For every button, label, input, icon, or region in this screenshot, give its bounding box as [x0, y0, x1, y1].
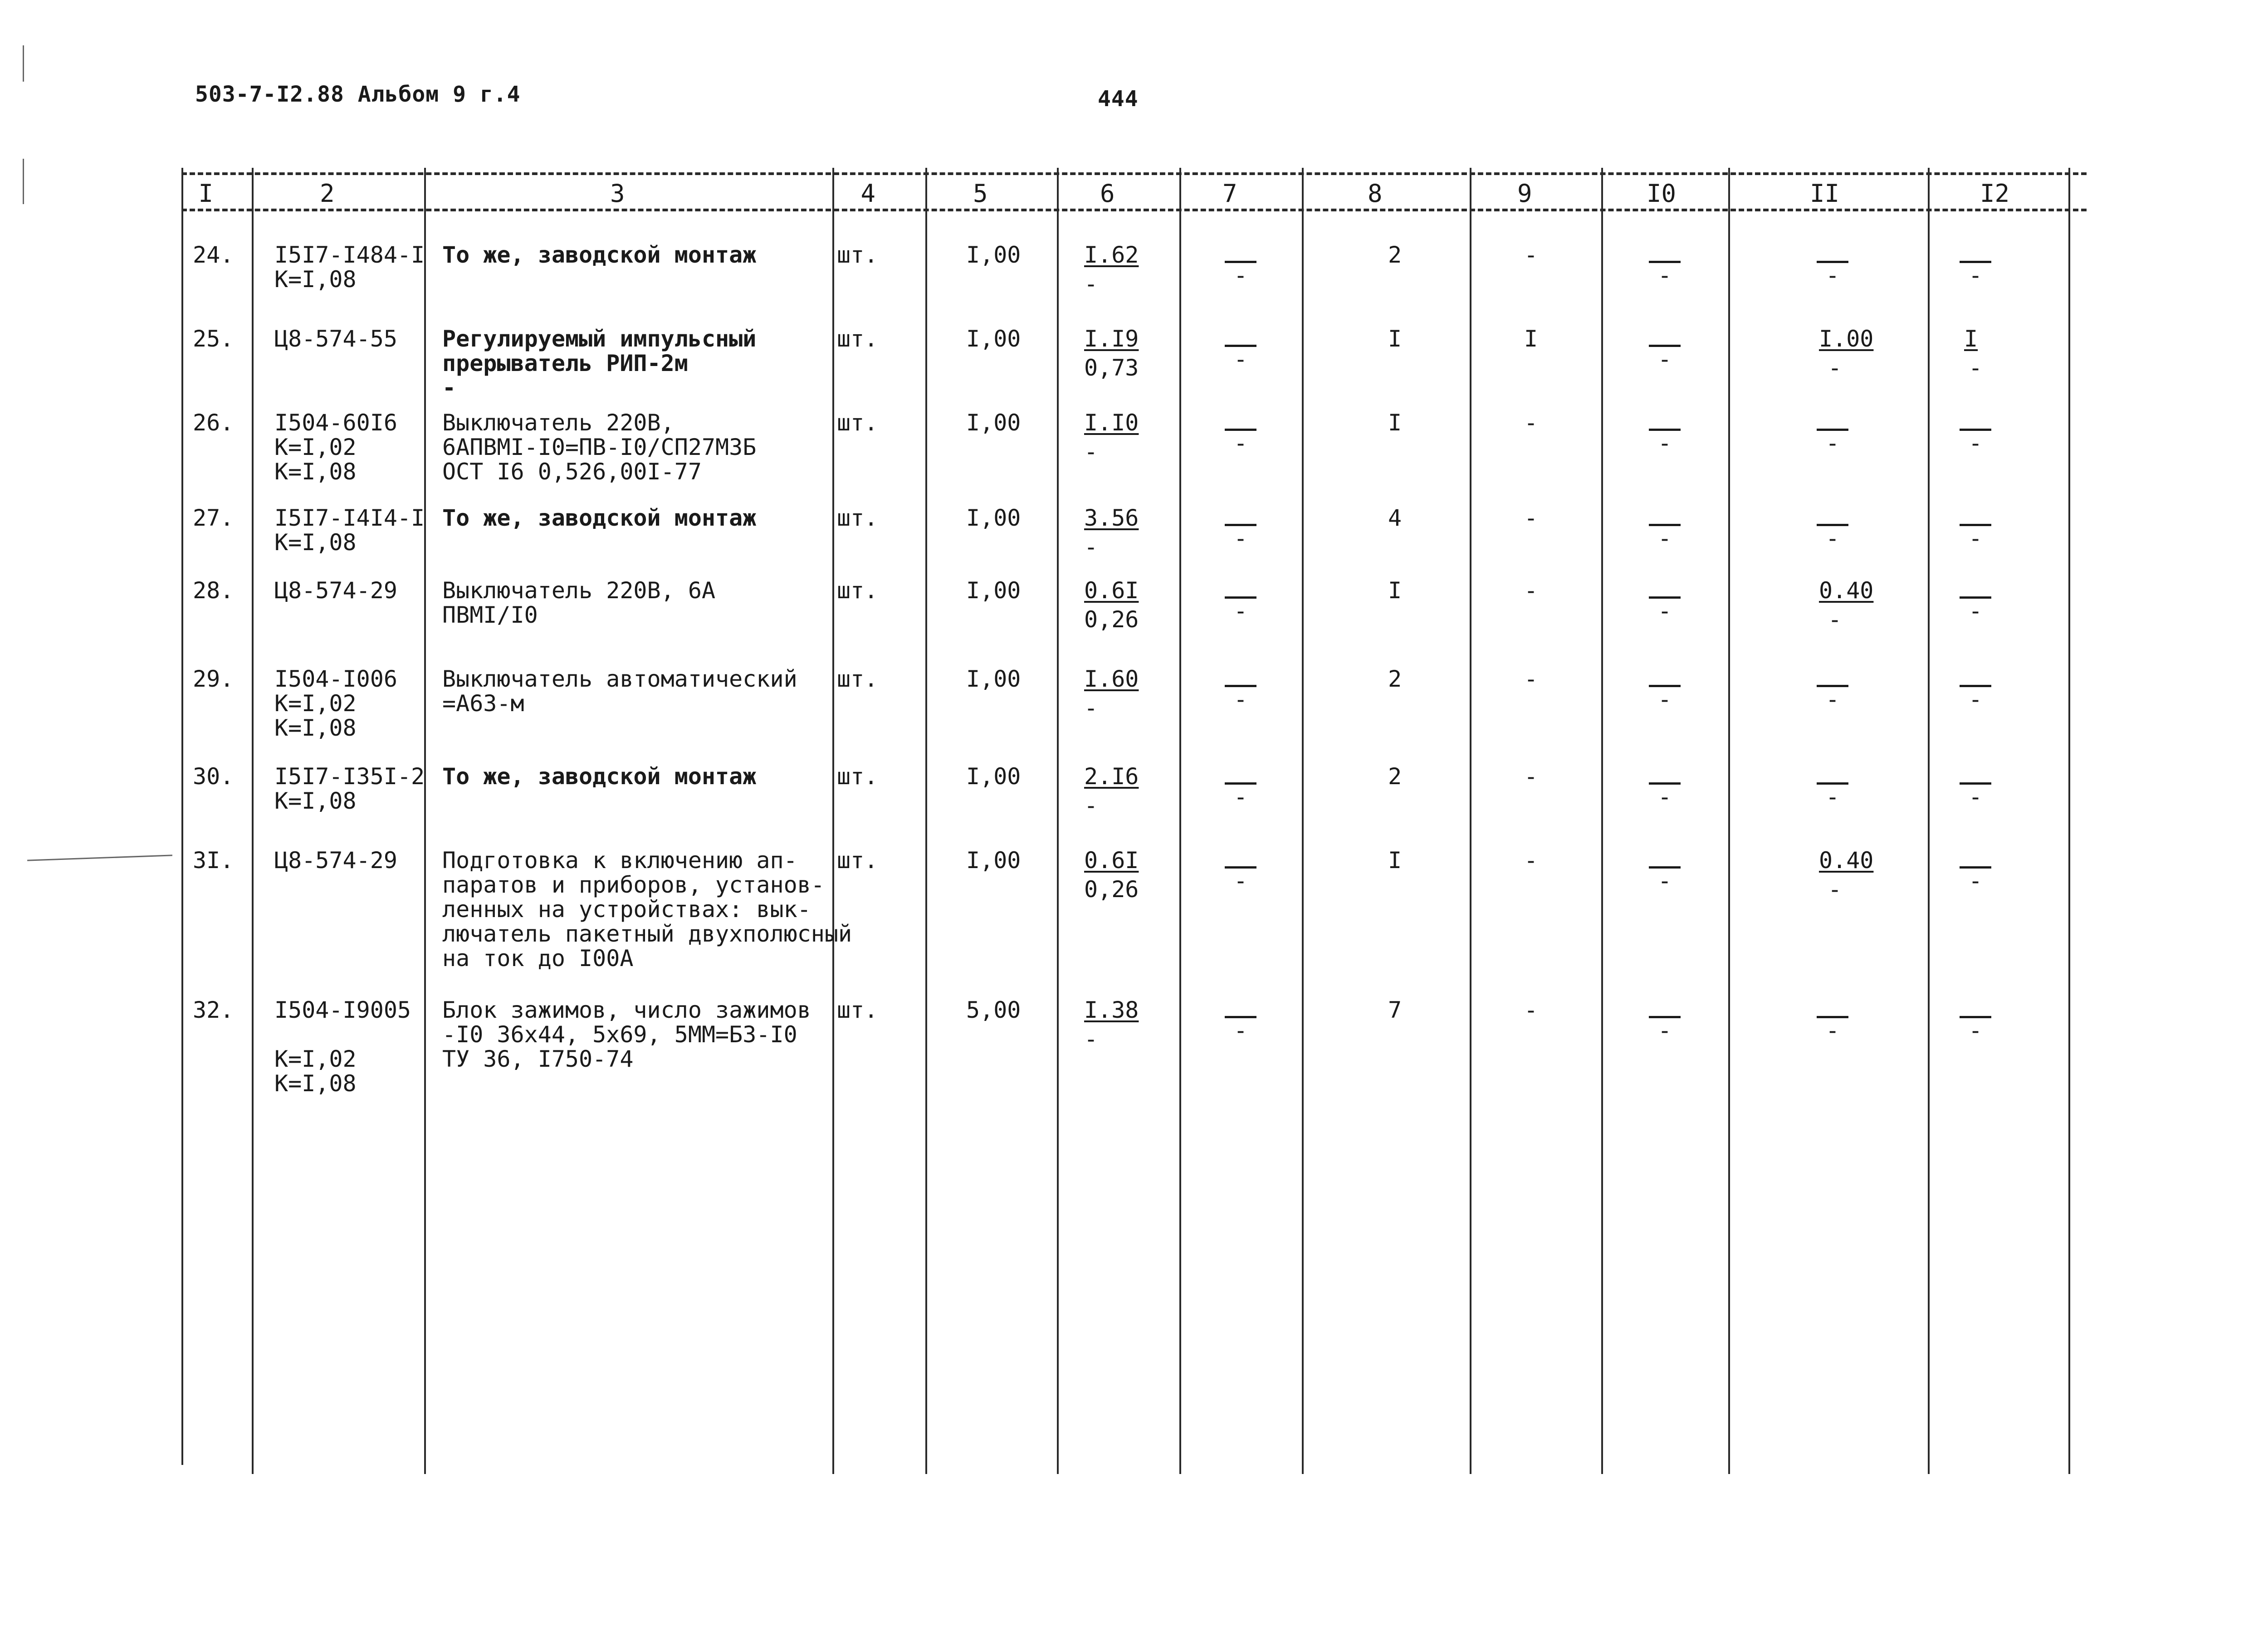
row-col8-value: I: [1388, 326, 1402, 352]
row-code: Ц8-574-29: [274, 577, 397, 604]
row-col10-fraction-numerator: [1649, 331, 1681, 347]
row-col7-fraction: [1225, 510, 1256, 551]
row-col10-fraction: [1649, 331, 1681, 371]
column-number: 8: [1368, 179, 1383, 208]
row-col10-fraction-denominator: -: [1657, 262, 1672, 288]
row-col7-fraction-numerator: [1225, 769, 1256, 785]
row-col12-fraction-denominator: -: [1968, 430, 1983, 456]
row-col12-fraction-numerator: [1960, 415, 1991, 431]
column-divider: [252, 168, 254, 1474]
column-number: 7: [1222, 179, 1237, 208]
row-col12-fraction: [1960, 247, 1991, 288]
row-description: Выключатель 220В, 6АПВМI-I0=ПВ-I0/СП27М3Б ОСТ I6 0,526,00I-77: [442, 410, 757, 485]
row-col12-fraction-denominator: -: [1968, 598, 1983, 624]
column-number: II: [1810, 179, 1840, 208]
column-number: 4: [860, 179, 876, 208]
row-col10-fraction-numerator: [1649, 510, 1681, 526]
margin-mark: [27, 854, 172, 861]
row-col12-secondary: -: [1969, 355, 1983, 381]
row-code: I5I7-I4I4-I К=I,08: [274, 505, 425, 556]
row-col7-fraction: [1225, 331, 1256, 371]
row-description: Подготовка к включению ап- паратов и приборов, установ- ленных на устройствах: вык- лючатель пакетный двухполюсный на ток до I00А: [442, 847, 852, 971]
header-bottom-rule: [181, 209, 2087, 211]
row-col7-fraction-numerator: [1225, 415, 1256, 431]
row-description: Блок зажимов, число зажимов -I0 36х44, 5х69, 5ММ=Б3-I0 ТУ 36, I750-74: [442, 997, 811, 1072]
row-code: Ц8-574-29: [274, 847, 397, 874]
row-col6-secondary: -: [1084, 695, 1098, 721]
row-code: I504-60I6 К=I,02 К=I,08: [274, 410, 397, 485]
row-col7-fraction: [1225, 583, 1256, 623]
row-col10-fraction-numerator: [1649, 853, 1681, 869]
row-quantity: 5,00: [966, 997, 1021, 1023]
row-code: I504-I9005 К=I,02 К=I,08: [274, 997, 411, 1097]
row-col11-fraction: [1817, 510, 1848, 551]
row-col12-fraction-denominator: -: [1968, 868, 1983, 894]
row-col10-fraction: [1649, 853, 1681, 893]
row-quantity: I,00: [966, 763, 1021, 790]
row-col6-value: I.I0: [1084, 410, 1139, 436]
row-quantity: I,00: [966, 847, 1021, 874]
row-col11-fraction: [1817, 415, 1848, 455]
row-col7-fraction-denominator: -: [1233, 686, 1248, 713]
row-col11-fraction-denominator: -: [1825, 430, 1840, 456]
column-divider: [1928, 168, 1930, 1474]
row-quantity: I,00: [966, 666, 1021, 692]
row-col9-value: I: [1524, 326, 1538, 352]
row-col10-fraction-denominator: -: [1657, 346, 1672, 372]
row-col6-secondary: -: [1084, 792, 1098, 819]
row-col7-fraction: [1225, 853, 1256, 893]
row-col11-fraction-numerator: [1817, 247, 1848, 263]
row-unit: шт.: [837, 410, 878, 436]
row-col11-fraction-denominator: -: [1825, 262, 1840, 288]
row-col11-fraction-numerator: [1817, 769, 1848, 785]
row-code: Ц8-574-55: [274, 326, 397, 352]
row-quantity: I,00: [966, 326, 1021, 352]
document-reference: 503-7-I2.88 Альбом 9 г.4: [195, 82, 521, 107]
row-code: I5I7-I484-I К=I,08: [274, 242, 425, 293]
row-number: 32.: [193, 997, 234, 1023]
row-col6-value: I.62: [1084, 242, 1139, 268]
row-col8-value: 7: [1388, 997, 1402, 1023]
row-unit: шт.: [837, 997, 878, 1023]
row-col7-fraction-denominator: -: [1233, 598, 1248, 624]
row-col7-fraction-denominator: -: [1233, 1017, 1248, 1044]
column-number: I0: [1647, 179, 1677, 208]
row-col12-fraction-denominator: -: [1968, 262, 1983, 288]
column-divider: [1057, 168, 1059, 1474]
column-number: 6: [1100, 179, 1115, 208]
row-col8-value: I: [1388, 577, 1402, 604]
column-divider: [1601, 168, 1603, 1474]
row-unit: шт.: [837, 763, 878, 790]
row-col11-value: 0.40: [1819, 847, 1874, 874]
row-number: 25.: [193, 326, 234, 352]
row-col10-fraction-numerator: [1649, 671, 1681, 687]
row-col11-fraction-numerator: [1817, 1002, 1848, 1018]
row-col9-value: -: [1524, 666, 1538, 692]
row-number: 28.: [193, 577, 234, 604]
row-description: Выключатель 220В, 6А ПВМI/I0: [442, 577, 716, 628]
row-col10-fraction-denominator: -: [1657, 784, 1672, 810]
row-col10-fraction-denominator: -: [1657, 430, 1672, 456]
column-divider: [832, 168, 834, 1474]
column-divider: [925, 168, 927, 1474]
row-col10-fraction-numerator: [1649, 247, 1681, 263]
column-divider: [2068, 168, 2070, 1474]
row-col11-value: I.00: [1819, 326, 1874, 352]
column-number: 3: [610, 179, 625, 208]
row-col8-value: 2: [1388, 666, 1402, 692]
row-col9-value: -: [1524, 242, 1538, 268]
row-col12-fraction-numerator: [1960, 247, 1991, 263]
row-col10-fraction-numerator: [1649, 583, 1681, 599]
row-col12-fraction: [1960, 671, 1991, 712]
row-col7-fraction: [1225, 247, 1256, 288]
row-col12-fraction: [1960, 769, 1991, 809]
row-col9-value: -: [1524, 847, 1538, 874]
margin-mark: [23, 45, 24, 82]
row-code: I5I7-I35I-2 К=I,08: [274, 763, 425, 814]
row-col11-secondary: -: [1828, 606, 1842, 633]
row-col12-fraction-numerator: [1960, 853, 1991, 869]
row-col6-value: I.60: [1084, 666, 1139, 692]
row-description: То же, заводской монтаж: [442, 505, 757, 531]
row-col11-fraction-denominator: -: [1825, 1017, 1840, 1044]
row-col10-fraction: [1649, 583, 1681, 623]
row-col10-fraction-numerator: [1649, 415, 1681, 431]
row-col10-fraction: [1649, 671, 1681, 712]
row-unit: шт.: [837, 242, 878, 268]
row-col8-value: 4: [1388, 505, 1402, 531]
row-unit: шт.: [837, 326, 878, 352]
row-unit: шт.: [837, 847, 878, 874]
row-col7-fraction-numerator: [1225, 853, 1256, 869]
row-col12-fraction-denominator: -: [1968, 686, 1983, 713]
row-col7-fraction-denominator: -: [1233, 525, 1248, 552]
row-col10-fraction: [1649, 247, 1681, 288]
row-col12-value: I: [1964, 326, 1978, 352]
row-col11-fraction-denominator: -: [1825, 784, 1840, 810]
row-quantity: I,00: [966, 410, 1021, 436]
row-col9-value: -: [1524, 410, 1538, 436]
row-col12-fraction-numerator: [1960, 583, 1991, 599]
row-col7-fraction-numerator: [1225, 331, 1256, 347]
row-col10-fraction: [1649, 1002, 1681, 1043]
row-col10-fraction-denominator: -: [1657, 868, 1672, 894]
row-col11-fraction-denominator: -: [1825, 686, 1840, 713]
row-number: 3I.: [193, 847, 234, 874]
row-col7-fraction-numerator: [1225, 247, 1256, 263]
row-col6-value: 3.56: [1084, 505, 1139, 531]
row-col12-fraction: [1960, 1002, 1991, 1043]
column-number: 5: [973, 179, 988, 208]
row-col6-secondary: -: [1084, 534, 1098, 560]
row-col7-fraction-denominator: -: [1233, 784, 1248, 810]
row-col7-fraction: [1225, 769, 1256, 809]
column-divider: [424, 168, 426, 1474]
row-col12-fraction-denominator: -: [1968, 525, 1983, 552]
row-col8-value: I: [1388, 410, 1402, 436]
row-col12-fraction-numerator: [1960, 769, 1991, 785]
row-unit: шт.: [837, 666, 878, 692]
row-col6-value: 2.I6: [1084, 763, 1139, 790]
row-col10-fraction: [1649, 769, 1681, 809]
row-quantity: I,00: [966, 242, 1021, 268]
column-number: 2: [320, 179, 335, 208]
row-number: 29.: [193, 666, 234, 692]
row-col6-value: I.38: [1084, 997, 1139, 1023]
row-col11-fraction-numerator: [1817, 671, 1848, 687]
row-col8-value: 2: [1388, 242, 1402, 268]
row-col6-value: I.I9: [1084, 326, 1139, 352]
row-col12-fraction: [1960, 583, 1991, 623]
row-col10-fraction-denominator: -: [1657, 686, 1672, 713]
row-col7-fraction-denominator: -: [1233, 868, 1248, 894]
row-col10-fraction-denominator: -: [1657, 1017, 1672, 1044]
column-divider: [1470, 168, 1471, 1474]
row-col7-fraction-numerator: [1225, 583, 1256, 599]
column-divider: [1302, 168, 1304, 1474]
row-col12-fraction-numerator: [1960, 1002, 1991, 1018]
column-divider: [181, 168, 183, 1465]
row-number: 27.: [193, 505, 234, 531]
row-code: I504-I006 К=I,02 К=I,08: [274, 666, 397, 741]
row-col10-fraction: [1649, 510, 1681, 551]
row-col8-value: 2: [1388, 763, 1402, 790]
row-col11-fraction: [1817, 247, 1848, 288]
row-col10-fraction-numerator: [1649, 1002, 1681, 1018]
row-col11-secondary: -: [1828, 355, 1842, 381]
row-col6-secondary: 0,73: [1084, 355, 1139, 381]
row-col7-fraction: [1225, 671, 1256, 712]
row-col11-fraction-numerator: [1817, 510, 1848, 526]
row-col6-secondary: -: [1084, 439, 1098, 465]
column-divider: [1728, 168, 1730, 1474]
row-col6-secondary: -: [1084, 271, 1098, 297]
row-col7-fraction-denominator: -: [1233, 430, 1248, 456]
row-col11-fraction: [1817, 671, 1848, 712]
row-col7-fraction: [1225, 415, 1256, 455]
row-col12-fraction: [1960, 510, 1991, 551]
page-number: 444: [1098, 86, 1139, 112]
row-quantity: I,00: [966, 577, 1021, 604]
row-col12-fraction-denominator: -: [1968, 1017, 1983, 1044]
row-col11-secondary: -: [1828, 876, 1842, 903]
row-number: 26.: [193, 410, 234, 436]
row-description: То же, заводской монтаж: [442, 763, 757, 790]
row-description: То же, заводской монтаж: [442, 242, 757, 268]
row-col10-fraction-numerator: [1649, 769, 1681, 785]
row-col6-secondary: 0,26: [1084, 606, 1139, 633]
column-number: I2: [1980, 179, 2010, 208]
row-col12-fraction-numerator: [1960, 510, 1991, 526]
row-col12-fraction: [1960, 853, 1991, 893]
row-unit: шт.: [837, 505, 878, 531]
row-col7-fraction-denominator: -: [1233, 262, 1248, 288]
row-col9-value: -: [1524, 505, 1538, 531]
row-quantity: I,00: [966, 505, 1021, 531]
row-col11-fraction-denominator: -: [1825, 525, 1840, 552]
row-col7-fraction: [1225, 1002, 1256, 1043]
row-col6-secondary: 0,26: [1084, 876, 1139, 903]
row-col11-value: 0.40: [1819, 577, 1874, 604]
row-col12-fraction: [1960, 415, 1991, 455]
row-col9-value: -: [1524, 997, 1538, 1023]
row-description: Выключатель автоматический =А63-м: [442, 666, 797, 717]
row-number: 24.: [193, 242, 234, 268]
row-col8-value: I: [1388, 847, 1402, 874]
row-col11-fraction: [1817, 769, 1848, 809]
column-number: 9: [1517, 179, 1532, 208]
row-col7-fraction-numerator: [1225, 510, 1256, 526]
column-number: I: [198, 179, 214, 208]
row-col7-fraction-numerator: [1225, 671, 1256, 687]
row-col9-value: -: [1524, 763, 1538, 790]
row-col7-fraction-numerator: [1225, 1002, 1256, 1018]
row-number: 30.: [193, 763, 234, 790]
table-top-rule: [181, 172, 2087, 175]
column-divider: [1179, 168, 1181, 1474]
row-col9-value: -: [1524, 577, 1538, 604]
margin-mark: [23, 159, 24, 204]
row-description: Регулируемый импульсный прерыватель РИП-2м -: [442, 326, 757, 401]
row-unit: шт.: [837, 577, 878, 604]
row-col11-fraction-numerator: [1817, 415, 1848, 431]
row-col6-value: 0.6I: [1084, 577, 1139, 604]
row-col7-fraction-denominator: -: [1233, 346, 1248, 372]
row-col10-fraction-denominator: -: [1657, 525, 1672, 552]
row-col10-fraction: [1649, 415, 1681, 455]
row-col12-fraction-denominator: -: [1968, 784, 1983, 810]
row-col6-secondary: -: [1084, 1026, 1098, 1052]
row-col10-fraction-denominator: -: [1657, 598, 1672, 624]
row-col12-fraction-numerator: [1960, 671, 1991, 687]
row-col6-value: 0.6I: [1084, 847, 1139, 874]
row-col11-fraction: [1817, 1002, 1848, 1043]
